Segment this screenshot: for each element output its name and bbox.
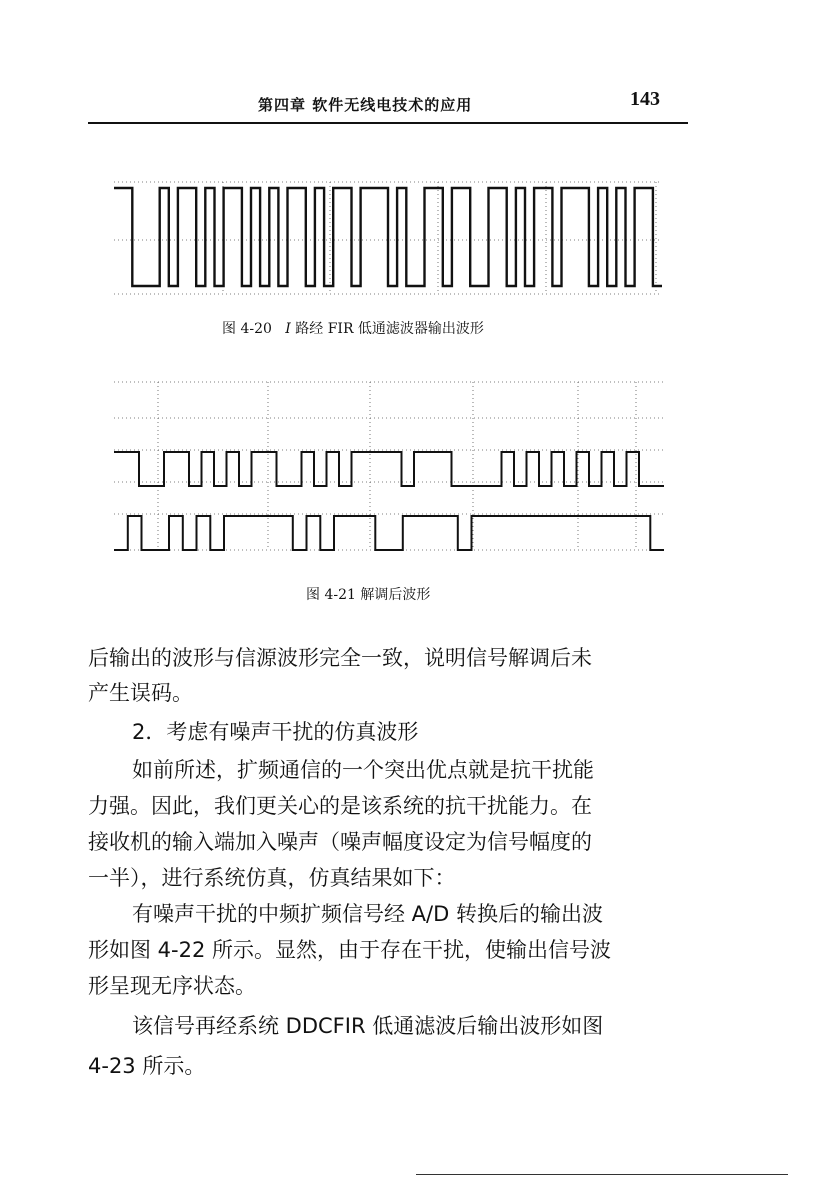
figure-4-20-trace bbox=[114, 188, 662, 286]
body-line-12: 4-23 所示。 bbox=[88, 1054, 206, 1078]
body-line-11: 该信号再经系统 DDCFIR 低通滤波后输出波形如图 bbox=[132, 1014, 604, 1038]
body-line-6: 接收机的输入端加入噪声（噪声幅度设定为信号幅度的 bbox=[88, 830, 592, 854]
body-line-5: 力强。因此，我们更关心的是该系统的抗干扰能力。在 bbox=[88, 794, 592, 818]
figure-4-20-caption bbox=[222, 318, 484, 338]
section-heading: 2．考虑有噪声干扰的仿真波形 bbox=[132, 720, 419, 744]
figure-4-20-signal bbox=[114, 188, 662, 286]
body-line-1: 后输出的波形与信源波形完全一致，说明信号解调后未 bbox=[88, 646, 592, 670]
figure-4-21-signal-row2 bbox=[114, 516, 664, 550]
body-line-10: 形呈现无序状态。 bbox=[88, 974, 256, 998]
page-number: 143 bbox=[630, 88, 660, 110]
body-line-7: 一半），进行系统仿真，仿真结果如下： bbox=[88, 866, 456, 890]
body-line-8: 有噪声干扰的中频扩频信号经 A/D 转换后的输出波 bbox=[132, 902, 603, 926]
figure-4-21-trace-row2 bbox=[114, 516, 664, 550]
running-header bbox=[88, 88, 688, 124]
figure-4-21-signal-row1 bbox=[114, 452, 664, 486]
figure-4-20-italic-label: I bbox=[285, 321, 291, 337]
figure-4-21-waveform bbox=[108, 378, 670, 558]
chapter-title: 第四章 软件无线电技术的应用 bbox=[258, 96, 473, 114]
figure-4-21-trace-row1 bbox=[114, 452, 664, 486]
figure-4-20-number: 图 4-20 bbox=[222, 321, 272, 337]
body-line-4: 如前所述，扩频通信的一个突出优点就是抗干扰能 bbox=[132, 758, 594, 782]
body-line-2: 产生误码。 bbox=[88, 681, 193, 705]
figure-4-20-caption-text: 路经 FIR 低通滤波器输出波形 bbox=[290, 321, 484, 337]
body-line-9: 形如图 4-22 所示。显然，由于存在干扰，使输出信号波 bbox=[88, 938, 612, 962]
bottom-rule bbox=[416, 1174, 788, 1175]
figure-4-21-caption: 图 4-21 解调后波形 bbox=[306, 587, 431, 603]
figure-4-20-waveform bbox=[108, 178, 668, 300]
